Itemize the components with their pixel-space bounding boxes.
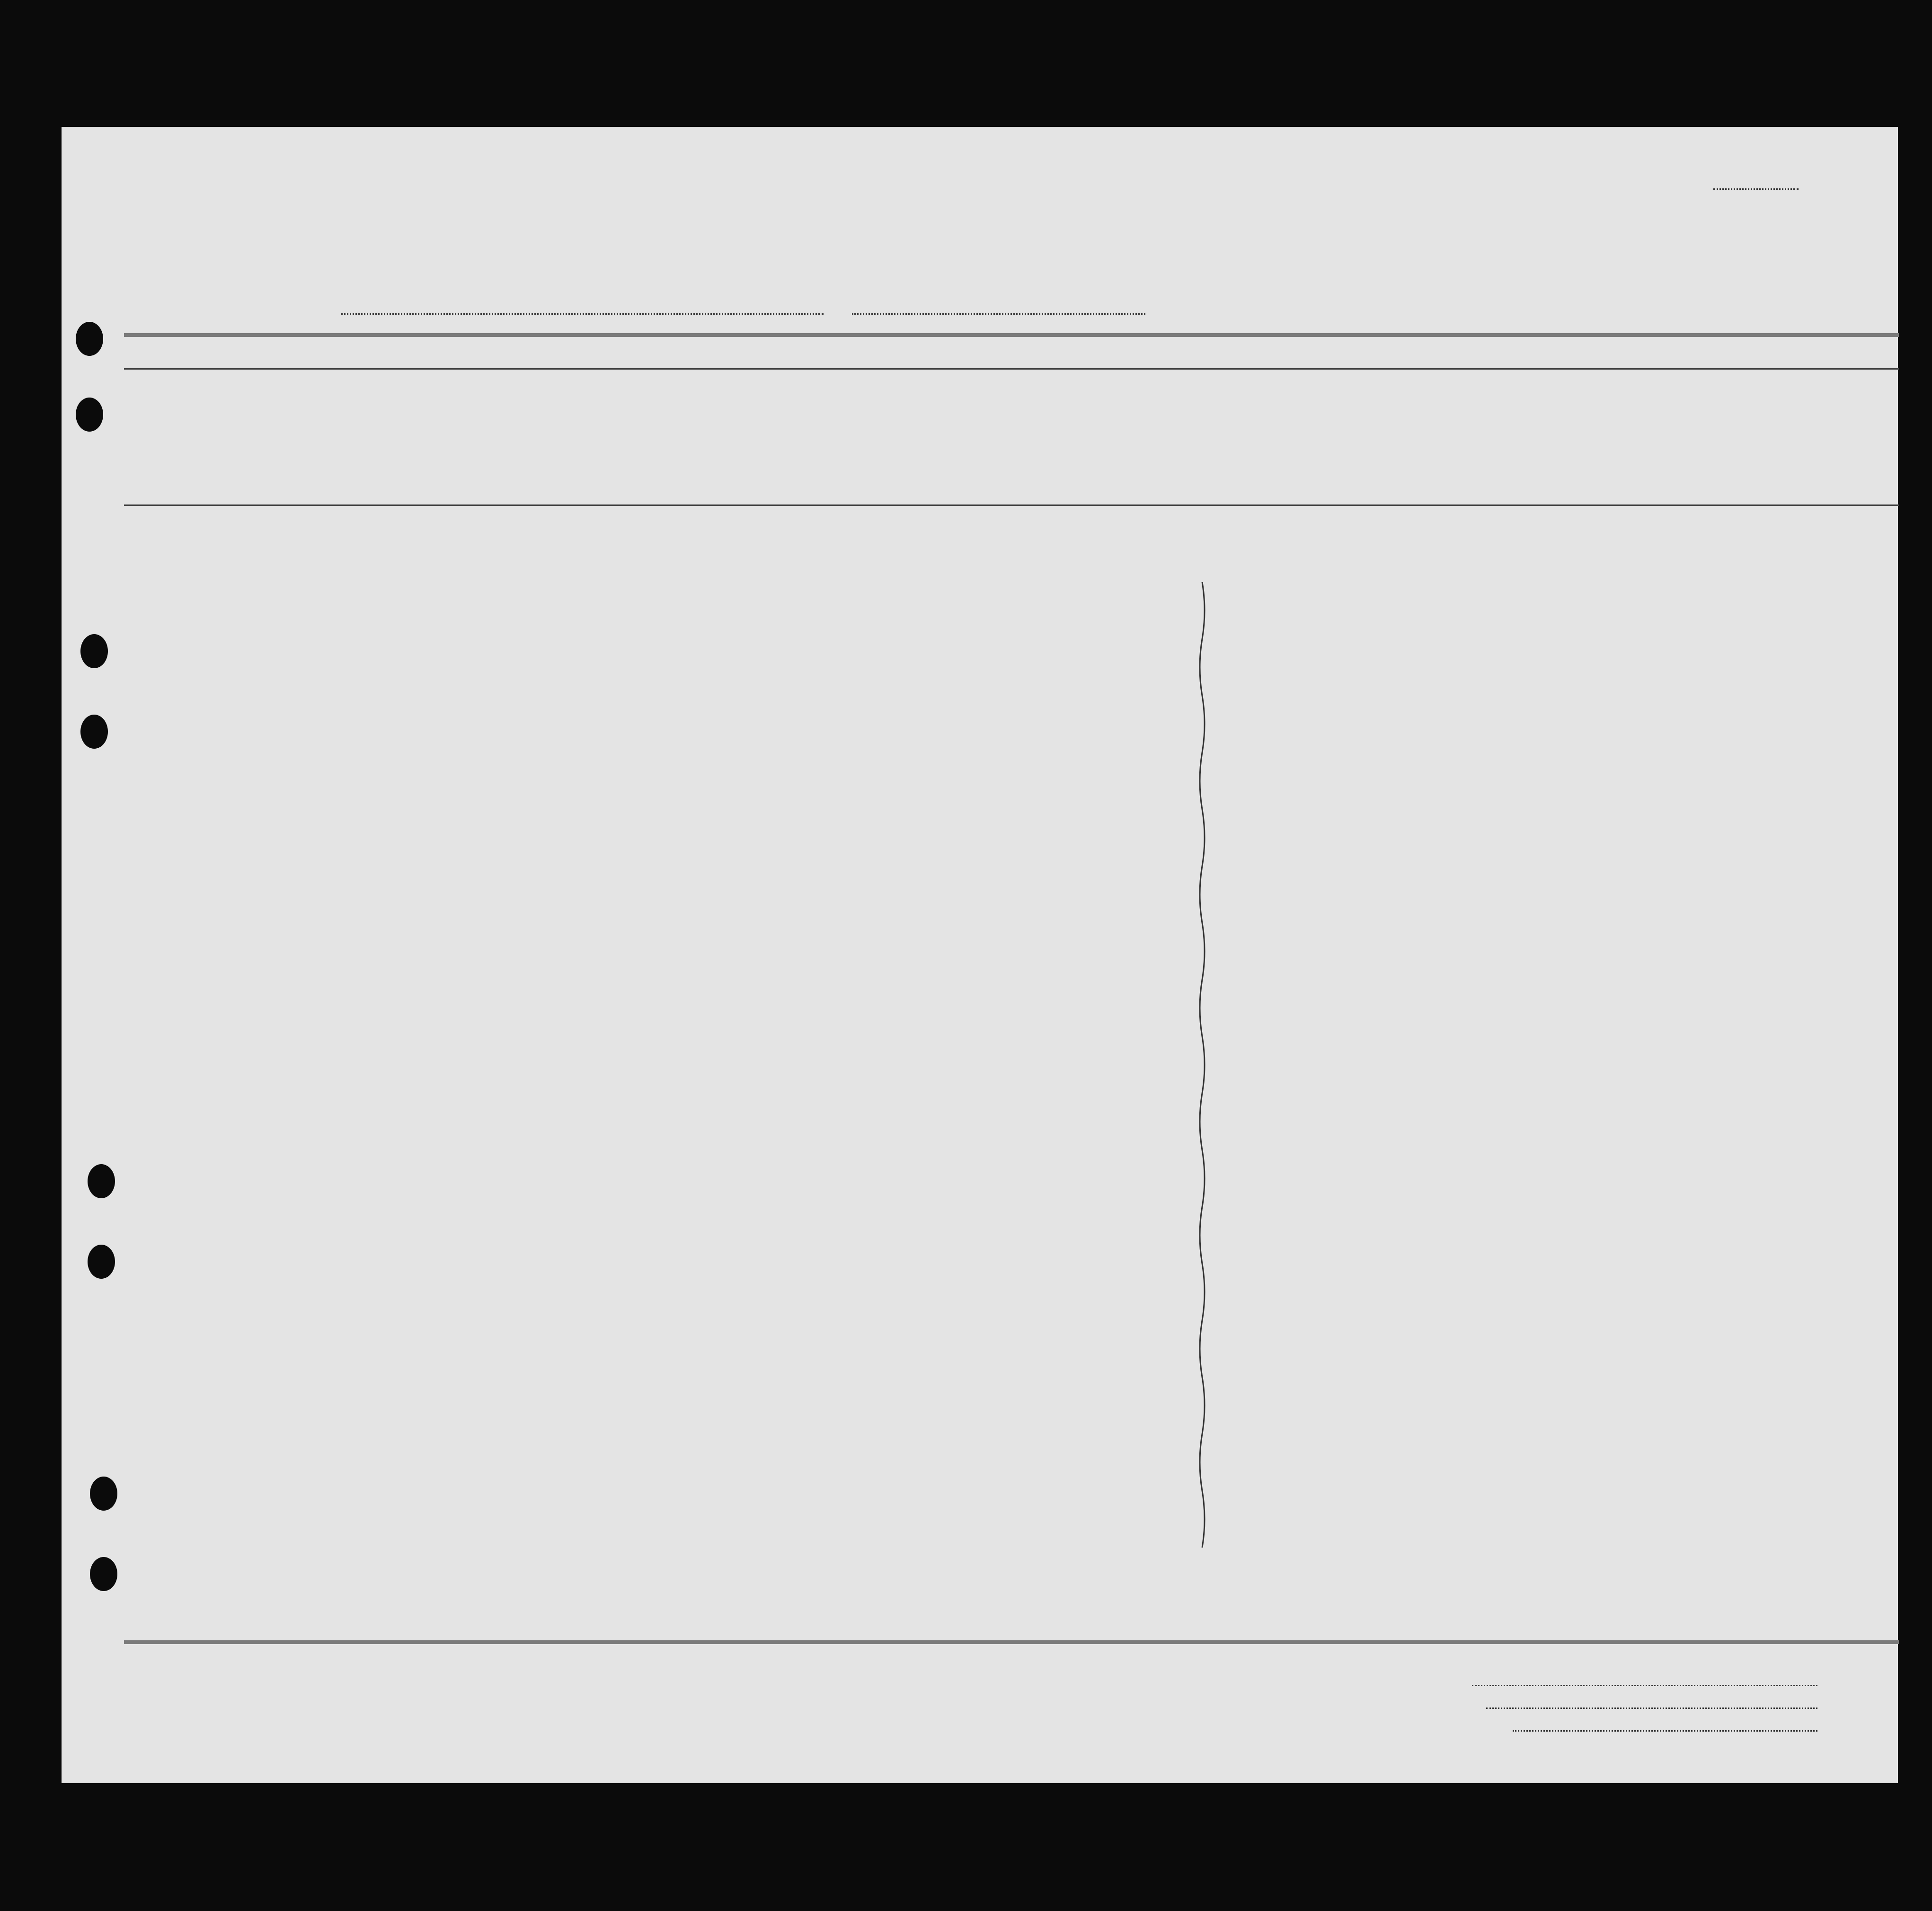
agents-rule xyxy=(1513,1730,1817,1732)
ditto-wave xyxy=(1193,582,1212,1576)
line-rule xyxy=(1472,1685,1817,1686)
owners-rule xyxy=(1486,1708,1817,1709)
